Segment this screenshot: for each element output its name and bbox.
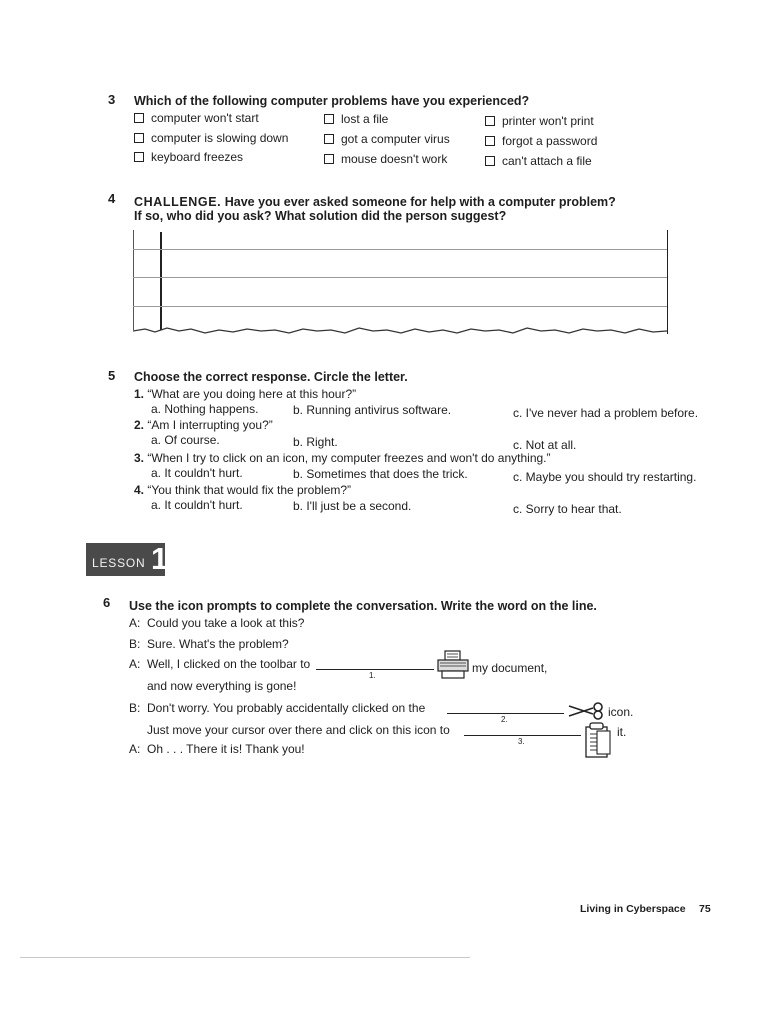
- answer-option[interactable]: c. Not at all.: [513, 438, 577, 452]
- margin-line: [160, 232, 162, 330]
- checkbox-icon[interactable]: [324, 154, 334, 164]
- dialogue-line: and now everything is gone!: [147, 679, 297, 693]
- question-4-line-2: If so, who did you ask? What solution did the person suggest?: [134, 209, 507, 223]
- checkbox-option[interactable]: printer won't print: [485, 114, 594, 128]
- list-item: 2. “Am I interrupting you?”: [134, 418, 273, 432]
- answer-option[interactable]: a. Nothing happens.: [151, 402, 259, 416]
- writing-area[interactable]: [133, 230, 668, 334]
- scissors-icon: [567, 702, 607, 720]
- dialogue-text: my document,: [472, 661, 548, 675]
- question-6-prompt: Use the icon prompts to complete the conversation. Write the word on the line.: [129, 599, 597, 613]
- list-item: 4. “You think that would fix the problem?”: [134, 483, 352, 497]
- answer-option[interactable]: c. Maybe you should try restarting.: [513, 470, 697, 484]
- answer-option[interactable]: b. Sometimes that does the trick.: [293, 467, 468, 481]
- answer-blank-1[interactable]: [316, 669, 434, 670]
- blank-number: 1.: [369, 671, 376, 680]
- clipboard-icon: [583, 722, 613, 760]
- question-3-prompt: Which of the following computer problems have you experienced?: [134, 94, 530, 108]
- dialogue-line: A: Oh . . . There it is! Thank you!: [129, 742, 305, 756]
- checkbox-icon[interactable]: [134, 133, 144, 143]
- lesson-number: 1: [151, 541, 169, 576]
- dialogue-text: it.: [617, 725, 627, 739]
- question-6-number: 6: [103, 595, 111, 610]
- dialogue-line: B: Sure. What's the problem?: [129, 637, 289, 651]
- checkbox-icon[interactable]: [485, 116, 495, 126]
- checkbox-icon[interactable]: [485, 156, 495, 166]
- question-4-number: 4: [108, 191, 116, 206]
- blank-number: 3.: [518, 737, 525, 746]
- answer-option[interactable]: c. I've never had a problem before.: [513, 406, 699, 420]
- answer-option[interactable]: b. Running antivirus software.: [293, 403, 452, 417]
- blank-number: 2.: [501, 715, 508, 724]
- checkbox-icon[interactable]: [324, 114, 334, 124]
- checkbox-option[interactable]: can't attach a file: [485, 154, 592, 168]
- question-5-prompt: Choose the correct response. Circle the letter.: [134, 370, 408, 384]
- page-number: 75: [699, 903, 711, 915]
- scan-edge-line: [20, 957, 470, 958]
- checkbox-icon[interactable]: [324, 134, 334, 144]
- dialogue-text: icon.: [608, 705, 634, 719]
- question-5-number: 5: [108, 368, 116, 383]
- checkbox-option[interactable]: mouse doesn't work: [324, 152, 447, 166]
- torn-edge: [133, 325, 667, 337]
- answer-blank-3[interactable]: [464, 735, 581, 736]
- checkbox-icon[interactable]: [134, 152, 144, 162]
- challenge-label: CHALLENGE.: [134, 195, 222, 209]
- checkbox-option[interactable]: lost a file: [324, 112, 388, 126]
- answer-option[interactable]: c. Sorry to hear that.: [513, 502, 622, 516]
- list-item: 1. “What are you doing here at this hour?”: [134, 387, 357, 401]
- dialogue-line: A: Could you take a look at this?: [129, 616, 305, 630]
- dialogue-line: A: Well, I clicked on the toolbar to: [129, 657, 311, 671]
- question-4-line-1: CHALLENGE. Have you ever asked someone for help with a computer problem?: [134, 195, 616, 209]
- dialogue-line: B: Don't worry. You probably accidentally clicked on the: [129, 701, 426, 715]
- checkbox-icon[interactable]: [134, 113, 144, 123]
- answer-option[interactable]: a. It couldn't hurt.: [151, 466, 243, 480]
- checkbox-option[interactable]: keyboard freezes: [134, 150, 243, 164]
- footer-title: Living in Cyberspace: [580, 903, 686, 915]
- answer-option[interactable]: b. I'll just be a second.: [293, 499, 412, 513]
- checkbox-option[interactable]: computer won't start: [134, 111, 259, 125]
- checkbox-option[interactable]: forgot a password: [485, 134, 597, 148]
- checkbox-icon[interactable]: [485, 136, 495, 146]
- list-item: 3. “When I try to click on an icon, my computer freezes and won't do anything.”: [134, 451, 551, 465]
- checkbox-option[interactable]: computer is slowing down: [134, 131, 288, 145]
- lesson-label: LESSON: [92, 556, 146, 570]
- answer-blank-2[interactable]: [447, 713, 564, 714]
- answer-option[interactable]: b. Right.: [293, 435, 338, 449]
- dialogue-line: Just move your cursor over there and click on this icon to: [147, 723, 450, 737]
- answer-option[interactable]: a. It couldn't hurt.: [151, 498, 243, 512]
- checkbox-option[interactable]: got a computer virus: [324, 132, 450, 146]
- printer-icon: [436, 650, 470, 680]
- question-3-number: 3: [108, 92, 116, 107]
- answer-option[interactable]: a. Of course.: [151, 433, 220, 447]
- lesson-banner: [86, 541, 169, 576]
